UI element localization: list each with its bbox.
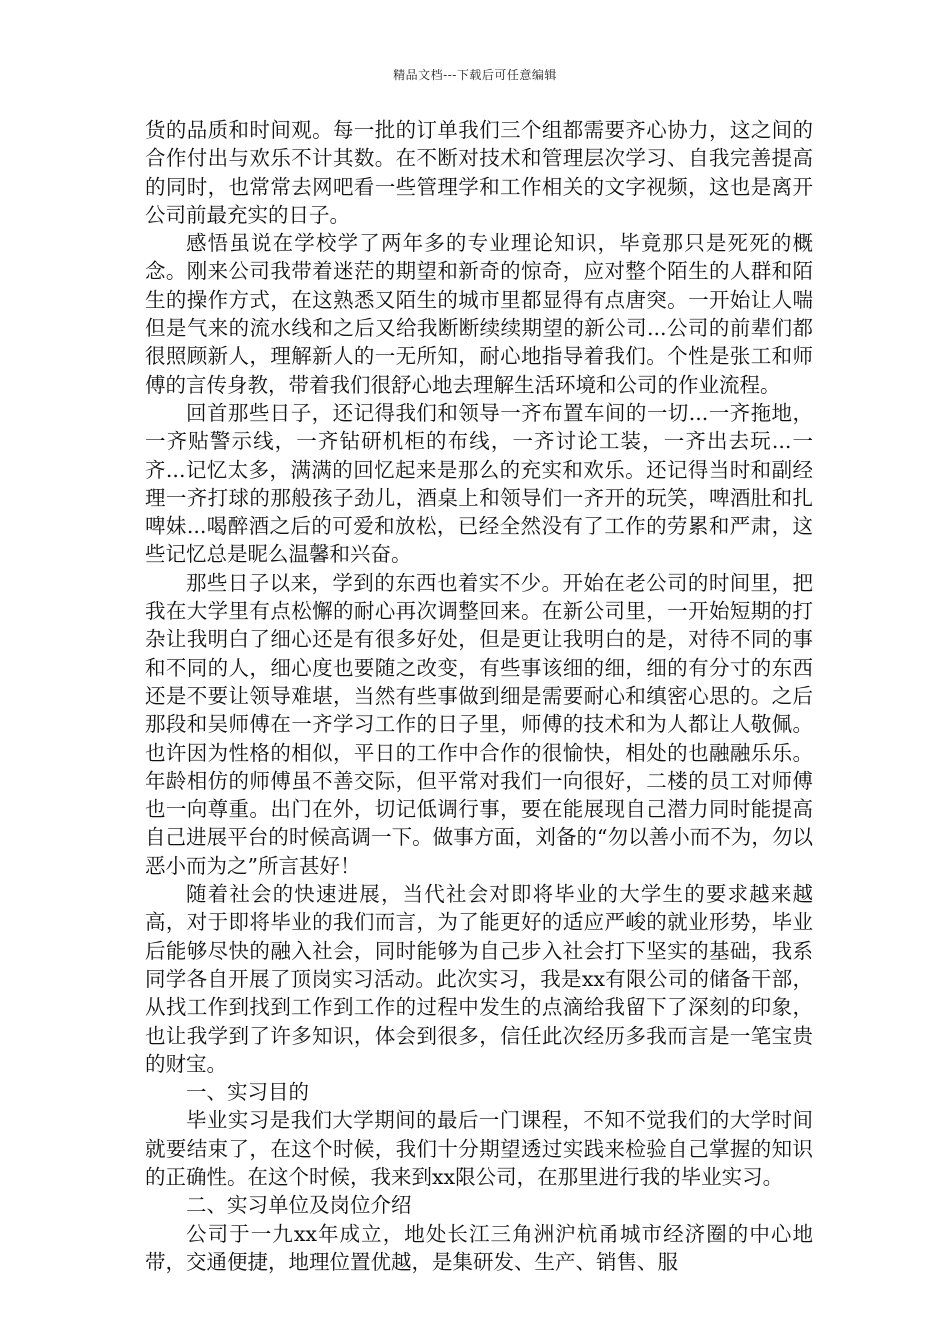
paragraph-continuation: 货的品质和时间观。每一批的订单我们三个组都需要齐心协力，这之间的合作付出与欢乐不计其数。在不断对技术和管理层次学习、自我完善提高的同时，也常常去网吧看一些管理学和工作相关的文字视频，这也是离开公司前最充实的日子。	[145, 118, 813, 227]
section-heading-company: 二、实习单位及岗位介绍	[186, 1193, 412, 1218]
paragraph-insights: 感悟虽说在学校学了两年多的专业理论知识，毕竟那只是死死的概念。刚来公司我带着迷茫的期望和新奇的惊奇，应对整个陌生的人群和陌生的操作方式，在这熟悉又陌生的城市里都显得有点唐突。一开始让人喘但是气来的流水线和之后又给我断断续续期望的新公司...公司的前辈们都很照顾新人，理解新人的一无所知，耐心地指导着我们。个性是张工和师傅的言传身教，带着我们很舒心地去理解生活环境和公司的作业流程。	[145, 231, 813, 397]
document-body	[145, 116, 813, 1276]
section-heading-purpose: 一、实习目的	[186, 1080, 309, 1105]
paragraph-company: 公司于一九xx年成立，地处长江三角洲沪杭甬城市经济圈的中心地带，交通便捷，地理位置优越，是集研发、生产、销售、服	[145, 1221, 813, 1274]
page-header: 精品文档---下载后可任意编辑	[393, 68, 557, 82]
paragraph-introduction: 随着社会的快速进展，当代社会对即将毕业的大学生的要求越来越高，对于即将毕业的我们而言，为了能更好的适应严峻的就业形势，毕业后能够尽快的融入社会，同时能够为自己步入社会打下坚实的基础，我系同学各自开展了顶岗实习活动。此次实习，我是xx有限公司的储备干部，从找工作到找到工作到工作的过程中发生的点滴给我留下了深刻的印象，也让我学到了许多知识，体会到很多，信任此次经历多我而言是一笔宝贵的财宝。	[145, 882, 813, 1076]
paragraph-memories: 回首那些日子，还记得我们和领导一齐布置车间的一切...一齐拖地，一齐贴警示线，一齐钻研机柜的布线，一齐讨论工装，一齐出去玩...一齐...记忆太多，满满的回忆起来是那么的充实和欢乐。还记得当时和副经理一齐打球的那般孩子劲儿，酒桌上和领导们一齐开的玩笑，啤酒肚和扎啤妹...喝醉酒之后的可爱和放松，已经全然没有了工作的劳累和严肃，这些记忆总是昵么温馨和兴奋。	[145, 400, 813, 567]
paragraph-lessons: 那些日子以来，学到的东西也着实不少。开始在老公司的时间里，把我在大学里有点松懈的耐心再次调整回来。在新公司里，一开始短期的打杂让我明白了细心还是有很多好处，但是更让我明白的是，对待不同的事和不同的人，细心度也要随之改变，有些事该细的细，细的有分寸的东西还是不要让领导难堪，当然有些事做到细是需要耐心和缜密心思的。之后那段和吴师傅在一齐学习工作的日子里，师傅的技术和为人都让人敬佩。也许因为性格的相似，平日的工作中合作的很愉快，相处的也融融乐乐。年龄相仿的师傅虽不善交际，但平常对我们一向很好，二楼的员工对师傅也一向尊重。出门在外，切记低调行事，要在能展现自己潜力同时能提高自己进展平台的时候高调一下。做事方面，刘备的“勿以善小而不为，勿以恶小而为之”所言甚好！	[145, 570, 813, 878]
paragraph-purpose: 毕业实习是我们大学期间的最后一门课程，不知不觉我们的大学时间就要结束了，在这个时候，我们十分期望透过实践来检验自己掌握的知识的正确性。在这个时候，我来到xx限公司，在那里进行我的毕业实习。	[145, 1108, 813, 1189]
